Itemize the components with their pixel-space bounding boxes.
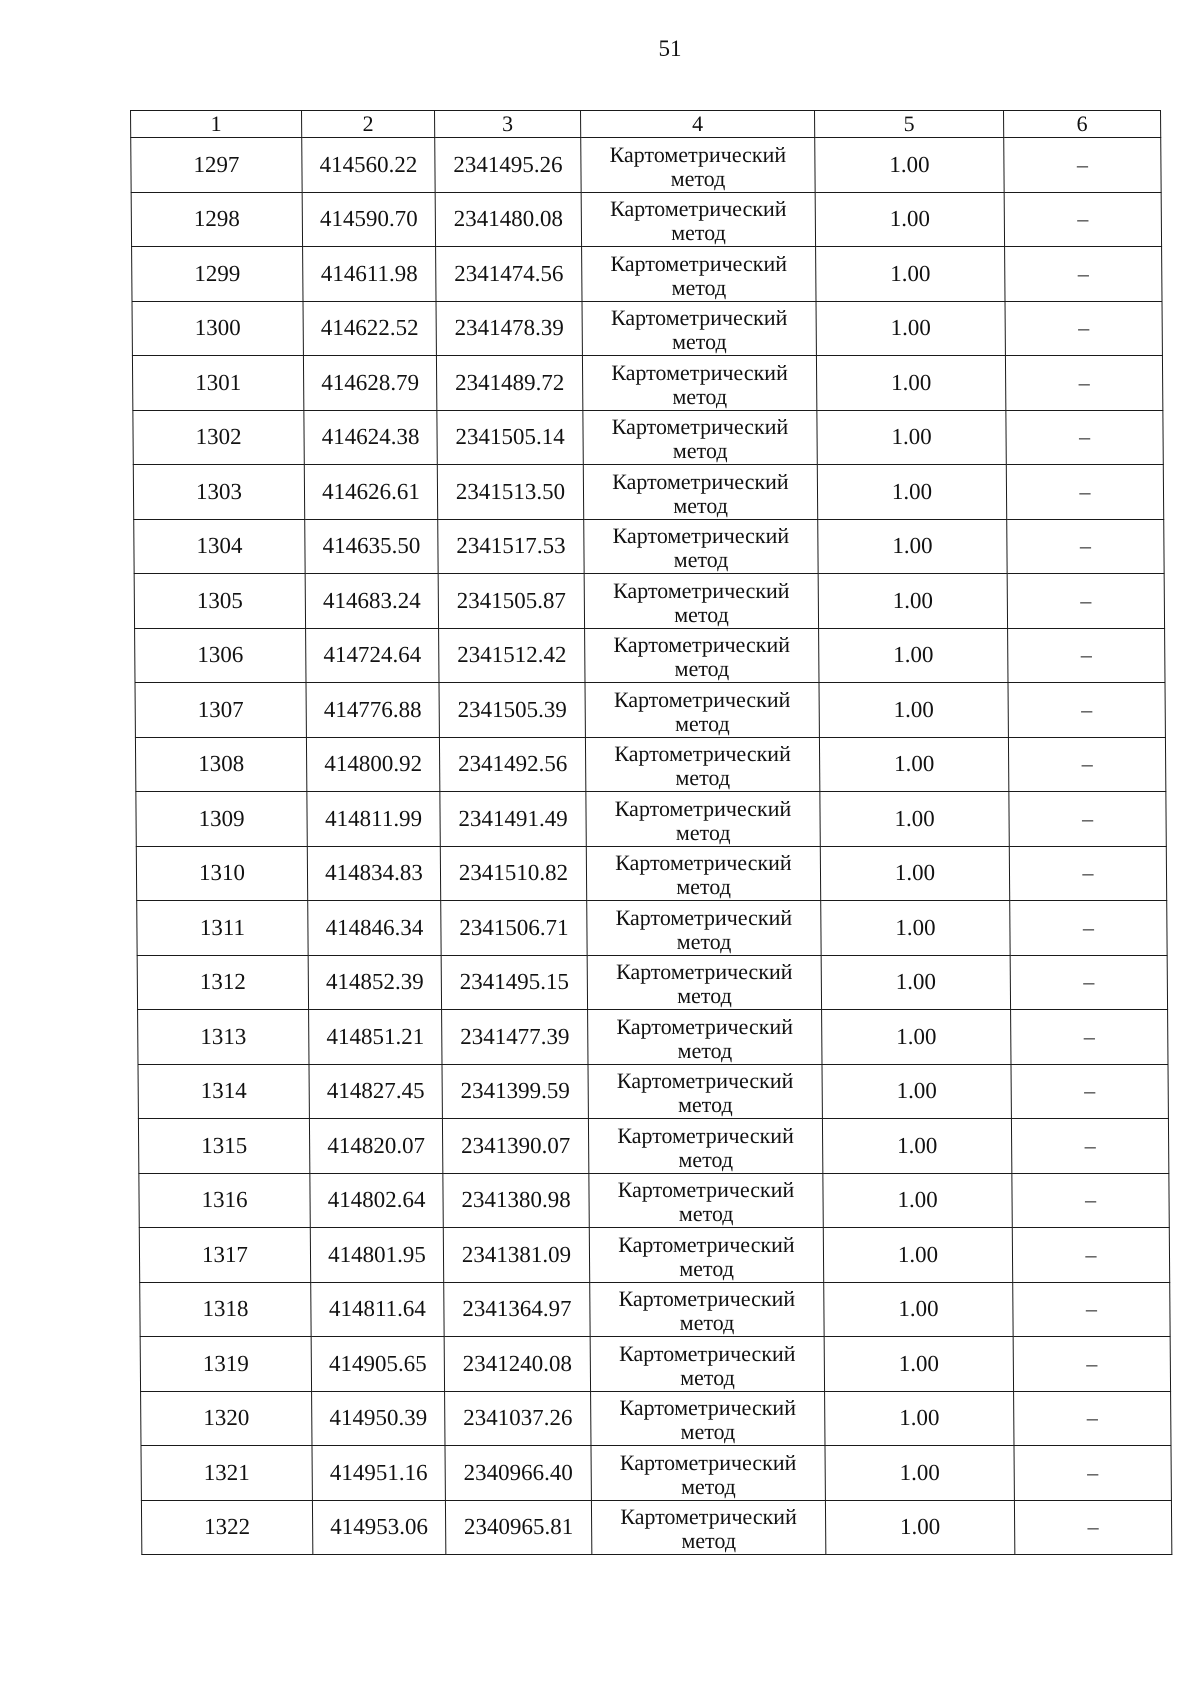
method-line-2: метод (674, 656, 730, 681)
accuracy-cell: 1.00 (823, 1173, 1012, 1228)
method-line-1: Картометрический (616, 1013, 794, 1039)
x-coordinate-cell: 414820.07 (309, 1119, 442, 1174)
y-coordinate-cell: 2341489.72 (436, 356, 582, 411)
accuracy-cell: 1.00 (819, 628, 1008, 683)
table-row (131, 138, 1161, 193)
method-cell (584, 519, 818, 574)
y-coordinate-cell: 2341517.53 (438, 519, 584, 574)
point-number-cell: 1320 (141, 1391, 312, 1446)
table-row (137, 901, 1167, 956)
y-coordinate-cell: 2341037.26 (445, 1391, 591, 1446)
method-line-1: Картометрический (612, 577, 790, 603)
point-number-cell: 1317 (139, 1228, 310, 1283)
table-row (141, 1446, 1171, 1501)
note-cell: – (1011, 1064, 1168, 1119)
table-row (141, 1391, 1171, 1446)
method-line-1: Картометрический (620, 1504, 797, 1529)
accuracy-cell: 1.00 (825, 1500, 1014, 1555)
method-cell (584, 574, 818, 629)
note-cell: – (1005, 301, 1162, 356)
table-row (132, 247, 1162, 302)
x-coordinate-cell: 414724.64 (306, 628, 439, 683)
method-cell (585, 628, 819, 683)
table-row (135, 737, 1165, 792)
method-cell (581, 138, 815, 193)
table-row (138, 1064, 1168, 1119)
method-line-2: метод (673, 547, 729, 572)
note-cell: – (1008, 737, 1165, 792)
note-cell: – (1014, 1391, 1171, 1446)
table-row (138, 1010, 1168, 1065)
method-line-2: метод (672, 438, 728, 463)
y-coordinate-cell: 2341381.09 (443, 1228, 589, 1283)
point-number-cell: 1307 (135, 683, 306, 738)
method-cell (585, 683, 819, 738)
method-line-1: Картометрический (617, 1177, 795, 1202)
note-cell: – (1008, 628, 1165, 683)
table-row (133, 465, 1163, 520)
x-coordinate-cell: 414834.83 (307, 846, 440, 901)
table-row (138, 1119, 1168, 1174)
method-cell (586, 846, 820, 901)
method-line-1: Картометрический (613, 686, 791, 712)
point-number-cell: 1301 (132, 356, 303, 411)
x-coordinate-cell: 414811.64 (311, 1282, 444, 1337)
note-cell: – (1012, 1228, 1169, 1283)
method-line-1: Картометрический (610, 305, 788, 330)
point-number-cell: 1319 (140, 1337, 311, 1392)
method-line-1: Картометрический (618, 1340, 796, 1366)
x-coordinate-cell: 414628.79 (303, 356, 436, 411)
point-number-cell: 1311 (137, 901, 308, 956)
x-coordinate-cell: 414776.88 (306, 683, 439, 738)
x-coordinate-cell: 414951.16 (312, 1446, 445, 1501)
method-line-2: метод (674, 710, 730, 736)
method-cell (582, 356, 816, 411)
method-line-2: метод (677, 1092, 733, 1117)
method-line-2: метод (680, 1473, 736, 1499)
method-line-2: метод (675, 819, 731, 845)
point-number-cell: 1314 (138, 1064, 309, 1119)
method-cell (585, 737, 819, 792)
x-coordinate-cell: 414590.70 (302, 192, 435, 247)
note-cell: – (1013, 1282, 1170, 1337)
table-row (141, 1500, 1171, 1555)
method-line-2: метод (671, 220, 726, 245)
header-cell-4: 4 (581, 111, 815, 138)
method-line-1: Картометрический (610, 250, 788, 276)
method-cell (590, 1337, 824, 1392)
note-cell: – (1011, 1119, 1168, 1174)
point-number-cell: 1299 (132, 247, 303, 302)
table-row (139, 1173, 1169, 1228)
accuracy-cell: 1.00 (820, 846, 1009, 901)
method-line-2: метод (677, 1037, 733, 1063)
accuracy-cell: 1.00 (815, 138, 1004, 193)
table-row (134, 574, 1164, 629)
method-cell (591, 1391, 825, 1446)
x-coordinate-cell: 414801.95 (310, 1228, 443, 1283)
point-number-cell: 1316 (139, 1173, 310, 1228)
note-cell: – (1014, 1446, 1171, 1501)
x-coordinate-cell: 414683.24 (305, 574, 438, 629)
method-line-1: Картометрический (615, 850, 792, 875)
note-cell: – (1010, 901, 1167, 956)
point-number-cell: 1298 (131, 192, 302, 247)
accuracy-cell: 1.00 (816, 301, 1005, 356)
method-line-2: метод (679, 1255, 734, 1281)
note-cell: – (1007, 574, 1164, 629)
point-number-cell: 1313 (138, 1010, 309, 1065)
table-header-row (131, 111, 1161, 138)
x-coordinate-cell: 414800.92 (306, 737, 439, 792)
table-row (135, 628, 1165, 683)
method-line-1: Картометрический (611, 359, 788, 385)
point-number-cell: 1321 (141, 1446, 312, 1501)
method-cell (590, 1282, 824, 1337)
table-row (132, 301, 1162, 356)
point-number-cell: 1322 (141, 1500, 312, 1555)
method-line-1: Картометрический (611, 414, 789, 439)
method-cell (586, 792, 820, 847)
header-cell-3: 3 (435, 111, 581, 138)
y-coordinate-cell: 2341512.42 (439, 628, 585, 683)
x-coordinate-cell: 414624.38 (304, 410, 437, 465)
method-cell (583, 465, 817, 520)
method-line-2: метод (679, 1310, 735, 1335)
point-number-cell: 1306 (135, 628, 306, 683)
y-coordinate-cell: 2340966.40 (445, 1446, 591, 1501)
method-cell (582, 301, 816, 356)
method-cell (591, 1500, 825, 1555)
y-coordinate-cell: 2341495.26 (435, 138, 581, 193)
header-cell-6: 6 (1004, 111, 1161, 138)
method-line-1: Картометрический (615, 959, 793, 984)
method-line-2: метод (676, 928, 732, 954)
accuracy-cell: 1.00 (825, 1446, 1014, 1501)
method-line-2: метод (674, 601, 729, 627)
x-coordinate-cell: 414852.39 (308, 955, 441, 1010)
table-row (134, 519, 1164, 574)
point-number-cell: 1304 (134, 519, 305, 574)
note-cell: – (1007, 519, 1164, 574)
method-line-1: Картометрический (612, 468, 789, 494)
y-coordinate-cell: 2341505.39 (439, 683, 585, 738)
method-line-1: Картометрический (615, 904, 793, 930)
method-cell (581, 192, 815, 247)
accuracy-cell: 1.00 (824, 1337, 1013, 1392)
y-coordinate-cell: 2341495.15 (441, 955, 587, 1010)
method-cell (588, 1064, 822, 1119)
point-number-cell: 1308 (135, 737, 306, 792)
point-number-cell: 1303 (133, 465, 304, 520)
y-coordinate-cell: 2341505.87 (438, 574, 584, 629)
method-line-1: Картометрический (614, 741, 791, 766)
accuracy-cell: 1.00 (822, 1064, 1011, 1119)
y-coordinate-cell: 2341478.39 (436, 301, 582, 356)
y-coordinate-cell: 2341480.08 (435, 192, 581, 247)
table-row (137, 955, 1167, 1010)
header-cell-1: 1 (131, 111, 302, 138)
method-line-2: метод (675, 765, 731, 790)
accuracy-cell: 1.00 (821, 901, 1010, 956)
accuracy-cell: 1.00 (817, 410, 1006, 465)
table-row (133, 410, 1163, 465)
method-line-1: Картометрический (613, 632, 791, 657)
coordinates-table (130, 110, 1172, 1555)
accuracy-cell: 1.00 (824, 1282, 1013, 1337)
note-cell: – (1014, 1500, 1171, 1555)
point-number-cell: 1305 (134, 574, 305, 629)
note-cell: – (1004, 192, 1161, 247)
note-cell: – (1006, 465, 1163, 520)
accuracy-cell: 1.00 (819, 683, 1008, 738)
table-row (139, 1228, 1169, 1283)
y-coordinate-cell: 2341506.71 (441, 901, 587, 956)
table-row (132, 356, 1162, 411)
x-coordinate-cell: 414851.21 (309, 1010, 442, 1065)
method-line-2: метод (671, 329, 727, 354)
y-coordinate-cell: 2341399.59 (442, 1064, 588, 1119)
accuracy-cell: 1.00 (816, 356, 1005, 411)
method-line-1: Картометрический (612, 523, 790, 548)
accuracy-cell: 1.00 (819, 737, 1008, 792)
page-number: 51 (658, 36, 682, 61)
method-cell (589, 1228, 823, 1283)
method-cell (591, 1446, 825, 1501)
note-cell: – (1006, 410, 1163, 465)
note-cell: – (1004, 138, 1161, 193)
point-number-cell: 1300 (132, 301, 303, 356)
y-coordinate-cell: 2340965.81 (445, 1500, 591, 1555)
table-row (136, 846, 1166, 901)
accuracy-cell: 1.00 (817, 465, 1006, 520)
y-coordinate-cell: 2341364.97 (444, 1282, 590, 1337)
method-line-1: Картометрический (609, 141, 787, 167)
accuracy-cell: 1.00 (818, 574, 1007, 629)
accuracy-cell: 1.00 (815, 192, 1004, 247)
x-coordinate-cell: 414953.06 (312, 1500, 445, 1555)
method-line-1: Картометрический (617, 1122, 794, 1148)
y-coordinate-cell: 2341477.39 (442, 1010, 588, 1065)
y-coordinate-cell: 2341513.50 (437, 465, 583, 520)
method-line-1: Картометрический (618, 1231, 795, 1257)
method-cell (587, 901, 821, 956)
table-row (136, 792, 1166, 847)
note-cell: – (1013, 1337, 1170, 1392)
method-line-1: Картометрический (618, 1286, 796, 1311)
note-cell: – (1005, 356, 1162, 411)
method-line-2: метод (673, 492, 728, 518)
method-line-2: метод (680, 1419, 736, 1444)
y-coordinate-cell: 2341380.98 (443, 1173, 589, 1228)
method-line-2: метод (678, 1146, 734, 1172)
method-line-1: Картометрический (614, 795, 792, 821)
method-line-1: Картометрический (619, 1449, 797, 1475)
point-number-cell: 1318 (140, 1282, 311, 1337)
note-cell: – (1005, 247, 1162, 302)
y-coordinate-cell: 2341240.08 (444, 1337, 590, 1392)
x-coordinate-cell: 414802.64 (310, 1173, 443, 1228)
method-cell (589, 1173, 823, 1228)
y-coordinate-cell: 2341474.56 (436, 247, 582, 302)
accuracy-cell: 1.00 (823, 1228, 1012, 1283)
x-coordinate-cell: 414626.61 (304, 465, 437, 520)
note-cell: – (1010, 955, 1167, 1010)
method-line-2: метод (681, 1528, 737, 1553)
method-line-2: метод (672, 383, 728, 409)
accuracy-cell: 1.00 (820, 792, 1009, 847)
method-line-1: Картометрический (609, 196, 787, 221)
accuracy-cell: 1.00 (822, 1119, 1011, 1174)
y-coordinate-cell: 2341491.49 (440, 792, 586, 847)
header-cell-5: 5 (815, 111, 1004, 138)
method-line-2: метод (678, 1201, 734, 1226)
method-line-2: метод (670, 165, 726, 191)
x-coordinate-cell: 414560.22 (302, 138, 435, 193)
point-number-cell: 1310 (136, 846, 307, 901)
x-coordinate-cell: 414611.98 (303, 247, 436, 302)
method-line-2: метод (677, 983, 732, 1008)
point-number-cell: 1309 (136, 792, 307, 847)
point-number-cell: 1312 (137, 955, 308, 1010)
x-coordinate-cell: 414635.50 (305, 519, 438, 574)
note-cell: – (1012, 1173, 1169, 1228)
note-cell: – (1008, 683, 1165, 738)
accuracy-cell: 1.00 (818, 519, 1007, 574)
y-coordinate-cell: 2341390.07 (442, 1119, 588, 1174)
x-coordinate-cell: 414827.45 (309, 1064, 442, 1119)
accuracy-cell: 1.00 (821, 955, 1010, 1010)
method-cell (587, 955, 821, 1010)
x-coordinate-cell: 414846.34 (308, 901, 441, 956)
method-cell (582, 247, 816, 302)
method-line-2: метод (680, 1364, 735, 1390)
method-line-2: метод (676, 874, 731, 899)
method-cell (588, 1010, 822, 1065)
y-coordinate-cell: 2341510.82 (440, 846, 586, 901)
y-coordinate-cell: 2341492.56 (439, 737, 585, 792)
method-cell (588, 1119, 822, 1174)
x-coordinate-cell: 414905.65 (311, 1337, 444, 1392)
table-row (140, 1337, 1170, 1392)
method-line-1: Картометрический (619, 1395, 797, 1420)
method-line-2: метод (671, 274, 727, 300)
table-row (140, 1282, 1170, 1337)
note-cell: – (1009, 846, 1166, 901)
note-cell: – (1011, 1010, 1168, 1065)
accuracy-cell: 1.00 (816, 247, 1005, 302)
method-line-1: Картометрический (616, 1068, 794, 1093)
accuracy-cell: 1.00 (822, 1010, 1011, 1065)
x-coordinate-cell: 414811.99 (307, 792, 440, 847)
point-number-cell: 1297 (131, 138, 302, 193)
y-coordinate-cell: 2341505.14 (437, 410, 583, 465)
method-cell (583, 410, 817, 465)
point-number-cell: 1315 (138, 1119, 309, 1174)
accuracy-cell: 1.00 (825, 1391, 1014, 1446)
table-row (131, 192, 1161, 247)
point-number-cell: 1302 (133, 410, 304, 465)
header-cell-2: 2 (302, 111, 435, 138)
x-coordinate-cell: 414950.39 (312, 1391, 445, 1446)
table-row (135, 683, 1165, 738)
note-cell: – (1009, 792, 1166, 847)
x-coordinate-cell: 414622.52 (303, 301, 436, 356)
